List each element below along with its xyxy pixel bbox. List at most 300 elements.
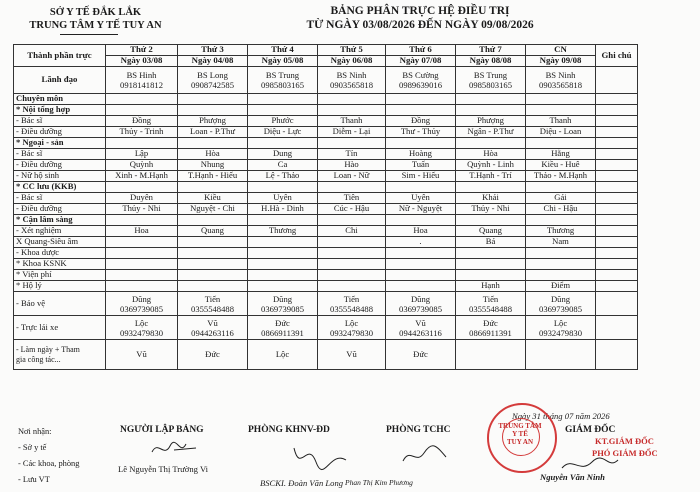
notes-cell	[596, 340, 638, 370]
cell-line: Tiến	[204, 293, 221, 304]
cell-line: BS Ninh	[545, 70, 576, 80]
duty-cell: Quang	[178, 226, 248, 237]
row-label: - Điều dưỡng	[14, 204, 106, 215]
day-header: Thứ 5	[318, 45, 386, 56]
row-label: - Nữ hộ sinh	[14, 171, 106, 182]
notes-cell	[596, 204, 638, 215]
recipients-block	[18, 426, 79, 485]
cell-line: BS Trung	[473, 70, 508, 80]
date-header: Ngày 08/08	[456, 56, 526, 67]
duty-cell	[386, 281, 456, 292]
duty-cell	[526, 259, 596, 270]
leader-cell	[386, 67, 456, 94]
tchc-name: Phan Thị Kim Phương	[345, 478, 413, 487]
notes-cell	[596, 105, 638, 116]
section-label: * Cận lâm sàng	[14, 215, 106, 226]
cell-line: 0866911391	[261, 327, 304, 338]
row-label: Lãnh đạo	[14, 67, 106, 94]
header-row-dates	[14, 56, 638, 67]
driver-cell	[318, 316, 386, 340]
duty-cell: Quang	[456, 226, 526, 237]
duty-cell: Thủy - Nhi	[106, 204, 178, 215]
empty-cell	[106, 215, 178, 226]
date-header: Ngày 07/08	[386, 56, 456, 67]
empty-cell	[456, 94, 526, 105]
duty-cell	[106, 237, 178, 248]
driver-cell	[248, 316, 318, 340]
row-label: - Bác sĩ	[14, 193, 106, 204]
driver-cell	[106, 316, 178, 340]
preparer-title: NGƯỜI LẬP BẢNG	[120, 425, 204, 435]
duty-cell: Xinh - M.Hạnh	[106, 171, 178, 182]
cell-line: Tiến	[343, 293, 360, 304]
duty-cell	[318, 270, 386, 281]
director-sub-1: KT.GIÁM ĐỐC	[595, 436, 654, 446]
empty-cell	[386, 182, 456, 193]
cell-line: 0903565818	[330, 80, 373, 90]
empty-cell	[178, 105, 248, 116]
duty-cell: Hoa	[106, 226, 178, 237]
empty-cell	[178, 138, 248, 149]
day-header: Thứ 2	[106, 45, 178, 56]
leader-cell	[106, 67, 178, 94]
date-header: Ngày 03/08	[106, 56, 178, 67]
cell-line: Dũng	[550, 293, 571, 304]
empty-cell	[526, 94, 596, 105]
driver-cell	[386, 316, 456, 340]
cell-line: 0369739085	[539, 303, 582, 314]
overtime-cell: Lộc	[248, 340, 318, 370]
director-name: Nguyễn Văn Ninh	[540, 472, 605, 482]
empty-cell	[318, 182, 386, 193]
duty-cell: Diệu - Lực	[248, 127, 318, 138]
empty-cell	[386, 105, 456, 116]
duty-cell: Hào	[318, 160, 386, 171]
duty-cell	[526, 248, 596, 259]
duty-cell: Nữ - Nguyệt	[386, 204, 456, 215]
section-label: * Ngoại - sản	[14, 138, 106, 149]
seal-text: TRUNG TÂM Y TẾ TUY AN	[498, 422, 542, 446]
cell-line: 0866911391	[469, 327, 512, 338]
duty-row	[14, 248, 638, 259]
notes-cell	[596, 226, 638, 237]
cell-line: Dũng	[410, 293, 431, 304]
duty-cell: Diễm - Lại	[318, 127, 386, 138]
guard-cell	[456, 292, 526, 316]
duty-cell: Hòa	[456, 149, 526, 160]
duty-cell: Phượng	[456, 116, 526, 127]
notes-cell	[596, 215, 638, 226]
tchc-signature	[400, 443, 450, 467]
duty-cell: Hòa	[178, 149, 248, 160]
duty-cell	[248, 248, 318, 259]
duty-cell	[178, 270, 248, 281]
duty-cell: Tuấn	[386, 160, 456, 171]
cell-line: 0985803165	[261, 80, 304, 90]
empty-cell	[318, 105, 386, 116]
duty-cell: Kiều	[178, 193, 248, 204]
duty-row	[14, 270, 638, 281]
duty-cell: Uyên	[386, 193, 456, 204]
leader-cell	[526, 67, 596, 94]
duty-cell	[386, 259, 456, 270]
director-title: GIÁM ĐỐC	[565, 425, 616, 435]
guard-cell	[248, 292, 318, 316]
notes-header: Ghi chú	[596, 45, 638, 67]
corner-header: Thành phần trực	[14, 45, 106, 67]
guard-cell	[386, 292, 456, 316]
cell-line: 0369739085	[399, 303, 442, 314]
empty-cell	[456, 215, 526, 226]
duty-row	[14, 171, 638, 182]
duty-cell: Hằng	[526, 149, 596, 160]
tchc-title: PHÒNG TCHC	[386, 425, 451, 435]
duty-cell: Gái	[526, 193, 596, 204]
cell-line: Lộc	[134, 317, 149, 328]
date-header: Ngày 06/08	[318, 56, 386, 67]
cell-line: 0369739085	[261, 303, 304, 314]
duty-cell: Loan - P.Thư	[178, 127, 248, 138]
duty-cell: Khải	[456, 193, 526, 204]
duty-cell	[248, 259, 318, 270]
row-label: - Điều dưỡng	[14, 160, 106, 171]
empty-cell	[178, 215, 248, 226]
duty-cell: Tiên	[318, 193, 386, 204]
empty-cell	[526, 182, 596, 193]
duty-cell: Thảo - M.Hạnh	[526, 171, 596, 182]
row-label	[14, 340, 106, 370]
recipients-title: Nơi nhận:	[18, 427, 52, 436]
cell-line: Vũ	[207, 317, 218, 328]
director-sub-2: PHÓ GIÁM ĐỐC	[592, 448, 658, 458]
cell-line: 0908742585	[191, 80, 234, 90]
duty-cell: Thanh	[318, 116, 386, 127]
khnv-signature	[290, 444, 350, 472]
guard-cell	[106, 292, 178, 316]
duty-cell: Nam	[526, 237, 596, 248]
document-title	[230, 4, 610, 32]
date-header: Ngày 04/08	[178, 56, 248, 67]
overtime-cell: Đức	[178, 340, 248, 370]
row-label: - Bác sĩ	[14, 149, 106, 160]
preparer-signature	[150, 438, 200, 460]
empty-cell	[318, 94, 386, 105]
section-label: * CC lưu (KKB)	[14, 182, 106, 193]
cell-line: 0903565818	[539, 80, 582, 90]
duty-cell	[178, 237, 248, 248]
leader-cell	[456, 67, 526, 94]
cell-line: Tiến	[482, 293, 499, 304]
duty-row	[14, 259, 638, 270]
overtime-cell: Vũ	[318, 340, 386, 370]
cell-line: 0932479830	[539, 327, 582, 338]
row-label: * Khoa KSNK	[14, 259, 106, 270]
duty-cell	[318, 281, 386, 292]
duty-cell: Dung	[248, 149, 318, 160]
notes-cell	[596, 127, 638, 138]
duty-cell: Điểm	[526, 281, 596, 292]
title-line-2: TỪ NGÀY 03/08/2026 ĐẾN NGÀY 09/08/2026	[306, 19, 534, 31]
duty-row	[14, 204, 638, 215]
section-row	[14, 105, 638, 116]
cell-line: 0989639016	[399, 80, 442, 90]
driver-row	[14, 316, 638, 340]
duty-row	[14, 160, 638, 171]
empty-cell	[526, 105, 596, 116]
day-header: Thứ 4	[248, 45, 318, 56]
cell-line: Dũng	[131, 293, 152, 304]
duty-cell: Tín	[318, 149, 386, 160]
day-header: Thứ 6	[386, 45, 456, 56]
duty-cell: Uyên	[248, 193, 318, 204]
duty-cell: Thư - Thủy	[386, 127, 456, 138]
cell-line: BS Trung	[265, 70, 300, 80]
day-header: Thứ 7	[456, 45, 526, 56]
duty-cell: Phượng	[178, 116, 248, 127]
row-label: - Trực lái xe	[14, 316, 106, 340]
duty-cell: Thủy - Trinh	[106, 127, 178, 138]
row-label: - Xét nghiệm	[14, 226, 106, 237]
empty-cell	[178, 94, 248, 105]
empty-cell	[248, 215, 318, 226]
duty-cell: Quỳnh	[106, 160, 178, 171]
row-label: * Viện phí	[14, 270, 106, 281]
duty-cell	[106, 248, 178, 259]
cell-line: Vũ	[415, 317, 426, 328]
guard-row	[14, 292, 638, 316]
empty-cell	[248, 182, 318, 193]
empty-cell	[456, 182, 526, 193]
notes-cell	[596, 270, 638, 281]
duty-cell: Chi - Hậu	[526, 204, 596, 215]
notes-cell	[596, 182, 638, 193]
duty-cell: Thanh	[526, 116, 596, 127]
duty-cell	[248, 270, 318, 281]
guard-cell	[318, 292, 386, 316]
driver-cell	[178, 316, 248, 340]
empty-cell	[386, 94, 456, 105]
duty-cell: Thủy - Nhi	[456, 204, 526, 215]
leaders-row	[14, 67, 638, 94]
duty-cell: Kiều - Huê	[526, 160, 596, 171]
duty-cell: Quỳnh - Linh	[456, 160, 526, 171]
section-row	[14, 182, 638, 193]
empty-cell	[456, 105, 526, 116]
notes-cell	[596, 149, 638, 160]
date-header: Ngày 09/08	[526, 56, 596, 67]
overtime-row	[14, 340, 638, 370]
duty-row	[14, 116, 638, 127]
duty-cell: Hoàng	[386, 149, 456, 160]
cell-line: Dũng	[272, 293, 293, 304]
guard-cell	[178, 292, 248, 316]
cell-line: 0355548488	[330, 303, 373, 314]
section-label: * Nội tổng hợp	[14, 105, 106, 116]
section-row	[14, 138, 638, 149]
duty-cell	[318, 259, 386, 270]
duty-cell: Nhung	[178, 160, 248, 171]
duty-cell: Hạnh	[456, 281, 526, 292]
notes-cell	[596, 193, 638, 204]
notes-cell	[596, 171, 638, 182]
duty-cell	[318, 248, 386, 259]
duty-cell	[248, 237, 318, 248]
duty-cell	[106, 270, 178, 281]
empty-cell	[318, 138, 386, 149]
row-label: X Quang-Siêu âm	[14, 237, 106, 248]
cell-line: Lộc	[344, 317, 359, 328]
row-label: - Điều dưỡng	[14, 127, 106, 138]
driver-cell	[456, 316, 526, 340]
cell-line: 0355548488	[191, 303, 234, 314]
notes-cell	[596, 116, 638, 127]
row-label: * Hộ lý	[14, 281, 106, 292]
duty-cell	[106, 281, 178, 292]
duty-cell: Phước	[248, 116, 318, 127]
overtime-cell	[526, 340, 596, 370]
duty-cell: Cúc - Hậu	[318, 204, 386, 215]
recipient-item: - Sở y tế	[18, 443, 47, 452]
empty-cell	[248, 94, 318, 105]
duty-cell: Lệ - Thảo	[248, 171, 318, 182]
driver-cell	[526, 316, 596, 340]
guard-cell	[526, 292, 596, 316]
overtime-cell: Đức	[386, 340, 456, 370]
row-label: - Bảo vệ	[14, 292, 106, 316]
duty-cell: Bá	[456, 237, 526, 248]
duty-cell	[526, 270, 596, 281]
recipient-item: - Các khoa, phòng	[18, 459, 80, 468]
title-line-1: BẢNG PHÂN TRỰC HỆ ĐIỀU TRỊ	[330, 5, 510, 17]
empty-cell	[106, 138, 178, 149]
cell-line: 0932479830	[120, 327, 163, 338]
notes-cell	[596, 316, 638, 340]
duty-cell: Đồng	[386, 116, 456, 127]
duty-cell: Duyên	[106, 193, 178, 204]
notes-cell	[596, 259, 638, 270]
duty-cell: Ngân - P.Thư	[456, 127, 526, 138]
duty-cell	[456, 248, 526, 259]
section-row	[14, 94, 638, 105]
row-label: - Khoa dược	[14, 248, 106, 259]
duty-cell: Thương	[526, 226, 596, 237]
duty-cell	[178, 248, 248, 259]
duty-row	[14, 281, 638, 292]
cell-line: Đức	[275, 317, 290, 328]
duty-cell: Sim - Hiếu	[386, 171, 456, 182]
duty-cell: Diệu - Loan	[526, 127, 596, 138]
preparer-name: Lê Nguyễn Thị Trường Vi	[118, 464, 209, 474]
duty-cell	[456, 270, 526, 281]
duty-cell: Thương	[248, 226, 318, 237]
row-label: - Bác sĩ	[14, 116, 106, 127]
leader-cell	[178, 67, 248, 94]
duty-row	[14, 237, 638, 248]
leader-cell	[318, 67, 386, 94]
duty-cell	[178, 259, 248, 270]
cell-line: BS Long	[197, 70, 228, 80]
cell-line: 0944263116	[399, 327, 442, 338]
cell-line: 0944263116	[191, 327, 234, 338]
duty-row	[14, 127, 638, 138]
cell-line: BS Hinh	[126, 70, 157, 80]
cell-line: 0932479830	[330, 327, 373, 338]
notes-cell	[596, 67, 638, 94]
section-label: Chuyên môn	[14, 94, 106, 105]
section-row	[14, 215, 638, 226]
empty-cell	[386, 138, 456, 149]
empty-cell	[526, 138, 596, 149]
date-line: Ngày 31 tháng 07 năm 2026	[512, 411, 610, 421]
notes-cell	[596, 292, 638, 316]
duty-cell: H.Hà - Dinh	[248, 204, 318, 215]
duty-cell	[318, 237, 386, 248]
notes-cell	[596, 248, 638, 259]
duty-row	[14, 193, 638, 204]
duty-roster-table	[13, 44, 638, 370]
duty-cell: T.Hạnh - Trí	[456, 171, 526, 182]
day-header: CN	[526, 45, 596, 56]
organization-header	[8, 6, 183, 32]
empty-cell	[456, 138, 526, 149]
duty-cell: Nguyệt - Chi	[178, 204, 248, 215]
empty-cell	[386, 215, 456, 226]
header-row-days	[14, 45, 638, 56]
empty-cell	[596, 94, 638, 105]
overtime-cell: Vũ	[106, 340, 178, 370]
duty-cell: Hoa	[386, 226, 456, 237]
duty-cell: Ca	[248, 160, 318, 171]
cell-line: - Làm ngày + Tham	[16, 344, 80, 354]
duty-cell	[386, 248, 456, 259]
duty-cell: .	[386, 237, 456, 248]
duty-cell: Chi	[318, 226, 386, 237]
duty-cell: Loan - Nữ	[318, 171, 386, 182]
recipient-item: - Lưu VT	[18, 475, 50, 484]
header-rule	[60, 34, 118, 35]
duty-cell: T.Hạnh - Hiếu	[178, 171, 248, 182]
notes-cell	[596, 138, 638, 149]
duty-cell	[178, 281, 248, 292]
duty-cell	[106, 259, 178, 270]
notes-cell	[596, 281, 638, 292]
cell-line: 0369739085	[120, 303, 163, 314]
duty-row	[14, 149, 638, 160]
notes-cell	[596, 160, 638, 171]
empty-cell	[248, 138, 318, 149]
duty-row	[14, 226, 638, 237]
leader-cell	[248, 67, 318, 94]
empty-cell	[178, 182, 248, 193]
org-line-1: SỞ Y TẾ ĐẮK LẮK	[49, 7, 142, 18]
duty-cell	[456, 259, 526, 270]
cell-line: 0918141812	[120, 80, 163, 90]
notes-cell	[596, 237, 638, 248]
empty-cell	[106, 182, 178, 193]
duty-cell	[248, 281, 318, 292]
khnv-name: BSCKI. Đoàn Văn Long	[260, 478, 344, 488]
duty-cell: Lập	[106, 149, 178, 160]
empty-cell	[248, 105, 318, 116]
empty-cell	[526, 215, 596, 226]
cell-line: gia công tác...	[16, 354, 61, 364]
cell-line: 0355548488	[469, 303, 512, 314]
overtime-cell	[456, 340, 526, 370]
empty-cell	[106, 94, 178, 105]
empty-cell	[106, 105, 178, 116]
empty-cell	[318, 215, 386, 226]
cell-line: BS Cường	[402, 70, 439, 80]
